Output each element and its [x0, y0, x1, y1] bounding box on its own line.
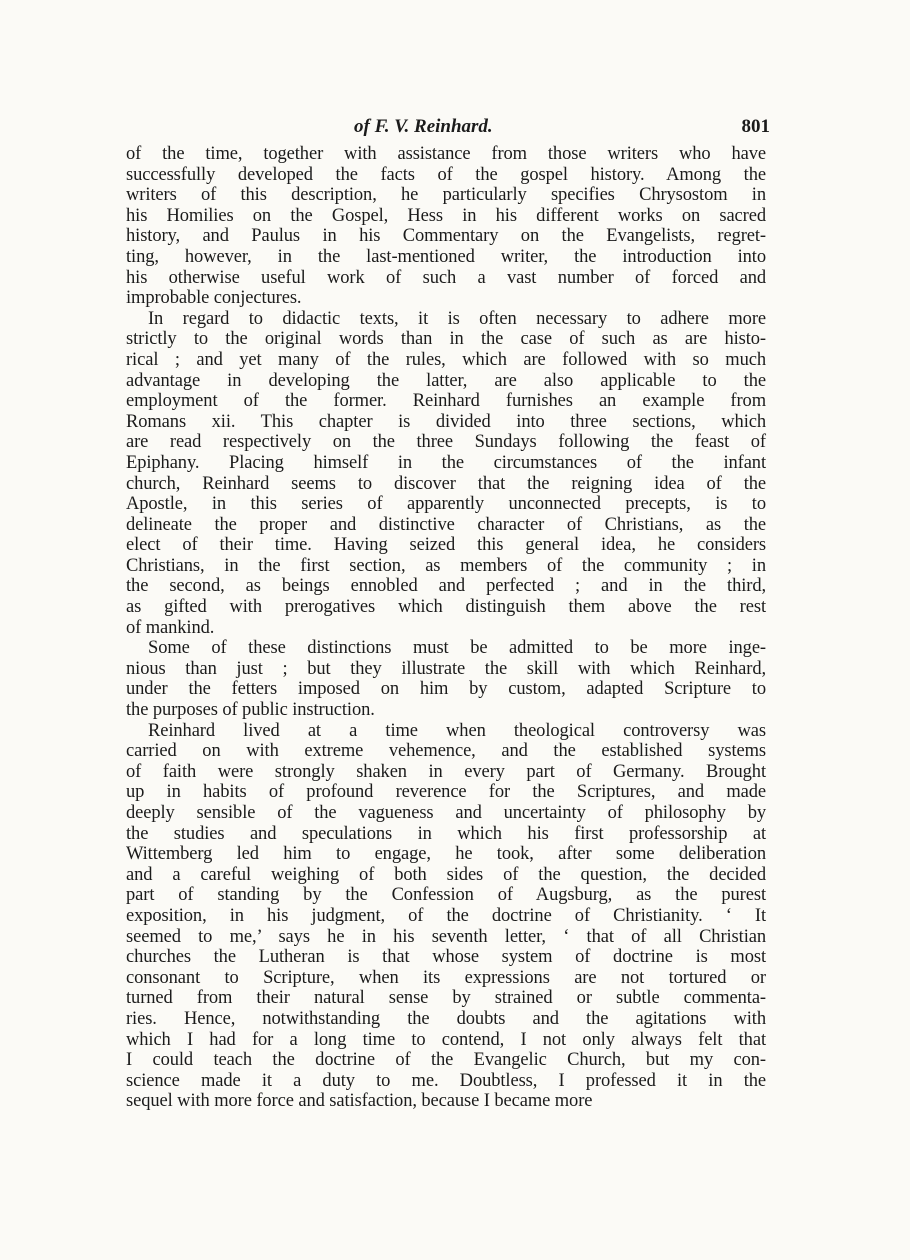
text-line: of faith were strongly shaken in every part of Germany. Brought — [126, 761, 766, 782]
text-line: seemed to me,’ says he in his seventh letter, ‘ that of all Christian — [126, 926, 766, 947]
text-line: Romans xii. This chapter is divided into three sections, which — [126, 411, 766, 432]
text-line: of mankind. — [126, 617, 215, 638]
text-line: Some of these distinctions must be admitted to be more inge- — [148, 638, 766, 659]
text-line: Christians, in the first section, as members of the community ; in — [126, 555, 766, 576]
text-line: churches the Lutheran is that whose system of doctrine is most — [126, 947, 766, 968]
text-line: turned from their natural sense by strained or subtle commenta- — [126, 988, 766, 1009]
body-text — [126, 144, 766, 1112]
text-line: ries. Hence, notwithstanding the doubts and the agitations with — [126, 1008, 766, 1029]
text-line: under the fetters imposed on him by custom, adapted Scripture to — [126, 679, 766, 700]
text-line: are read respectively on the three Sundays following the feast of — [126, 432, 766, 453]
text-line: science made it a duty to me. Doubtless, I professed it in the — [126, 1070, 766, 1091]
text-line: In regard to didactic texts, it is often necessary to adhere more — [148, 308, 766, 329]
text-line: and a careful weighing of both sides of the question, the decided — [126, 864, 766, 885]
text-line: rical ; and yet many of the rules, which are followed with so much — [126, 349, 766, 370]
text-line: his otherwise useful work of such a vast number of forced and — [126, 267, 766, 288]
text-line: elect of their time. Having seized this general idea, he considers — [126, 535, 766, 556]
text-line: employment of the former. Reinhard furnishes an example from — [126, 391, 766, 412]
text-line: his Homilies on the Gospel, Hess in his different works on sacred — [126, 205, 766, 226]
text-line: history, and Paulus in his Commentary on the Evangelists, regret- — [126, 226, 766, 247]
text-line: part of standing by the Confession of Augsburg, as the purest — [126, 885, 766, 906]
text-line: which I had for a long time to contend, I not only always felt that — [126, 1029, 766, 1050]
text-line: carried on with extreme vehemence, and the established systems — [126, 741, 766, 762]
text-line: strictly to the original words than in the case of such as are histo- — [126, 329, 766, 350]
text-line: the studies and speculations in which his first professorship at — [126, 823, 766, 844]
text-line: as gifted with prerogatives which distinguish them above the rest — [126, 597, 766, 618]
text-line: Wittemberg led him to engage, he took, after some deliberation — [126, 844, 766, 865]
text-line: the second, as beings ennobled and perfected ; and in the third, — [126, 576, 766, 597]
text-line: improbable conjectures. — [126, 288, 302, 309]
text-line: deeply sensible of the vagueness and uncertainty of philosophy by — [126, 803, 766, 823]
text-line: successfully developed the facts of the gospel history. Among the — [126, 164, 766, 185]
text-line: of the time, together with assistance from those writers who have — [126, 144, 766, 164]
text-line: up in habits of profound reverence for the Scriptures, and made — [126, 782, 766, 803]
page-number: 801 — [741, 116, 770, 137]
text-line: Apostle, in this series of apparently unconnected precepts, is to — [126, 494, 766, 515]
text-line: Epiphany. Placing himself in the circumstances of the infant — [126, 452, 766, 473]
text-line: ting, however, in the last-mentioned writer, the introduction into — [126, 246, 766, 267]
text-line: advantage in developing the latter, are also applicable to the — [126, 370, 766, 391]
text-line: delineate the proper and distinctive character of Christians, as the — [126, 514, 766, 535]
text-line: exposition, in his judgment, of the doctrine of Christianity. ‘ It — [126, 905, 766, 926]
text-line: Reinhard lived at a time when theological controversy was — [148, 720, 766, 741]
text-line: church, Reinhard seems to discover that the reigning idea of the — [126, 473, 766, 494]
text-line: consonant to Scripture, when its expressions are not tortured or — [126, 967, 766, 988]
book-page — [126, 114, 770, 1112]
page-header — [126, 114, 770, 144]
running-title: of F. V. Reinhard. — [354, 116, 493, 137]
text-line: the purposes of public instruction. — [126, 700, 375, 721]
text-line: writers of this description, he particularly specifies Chrysostom in — [126, 185, 766, 206]
text-line: sequel with more force and satisfaction, because I became more — [126, 1091, 593, 1112]
text-line: nious than just ; but they illustrate the skill with which Reinhard, — [126, 658, 766, 679]
text-line: I could teach the doctrine of the Evangelic Church, but my con- — [126, 1050, 766, 1071]
